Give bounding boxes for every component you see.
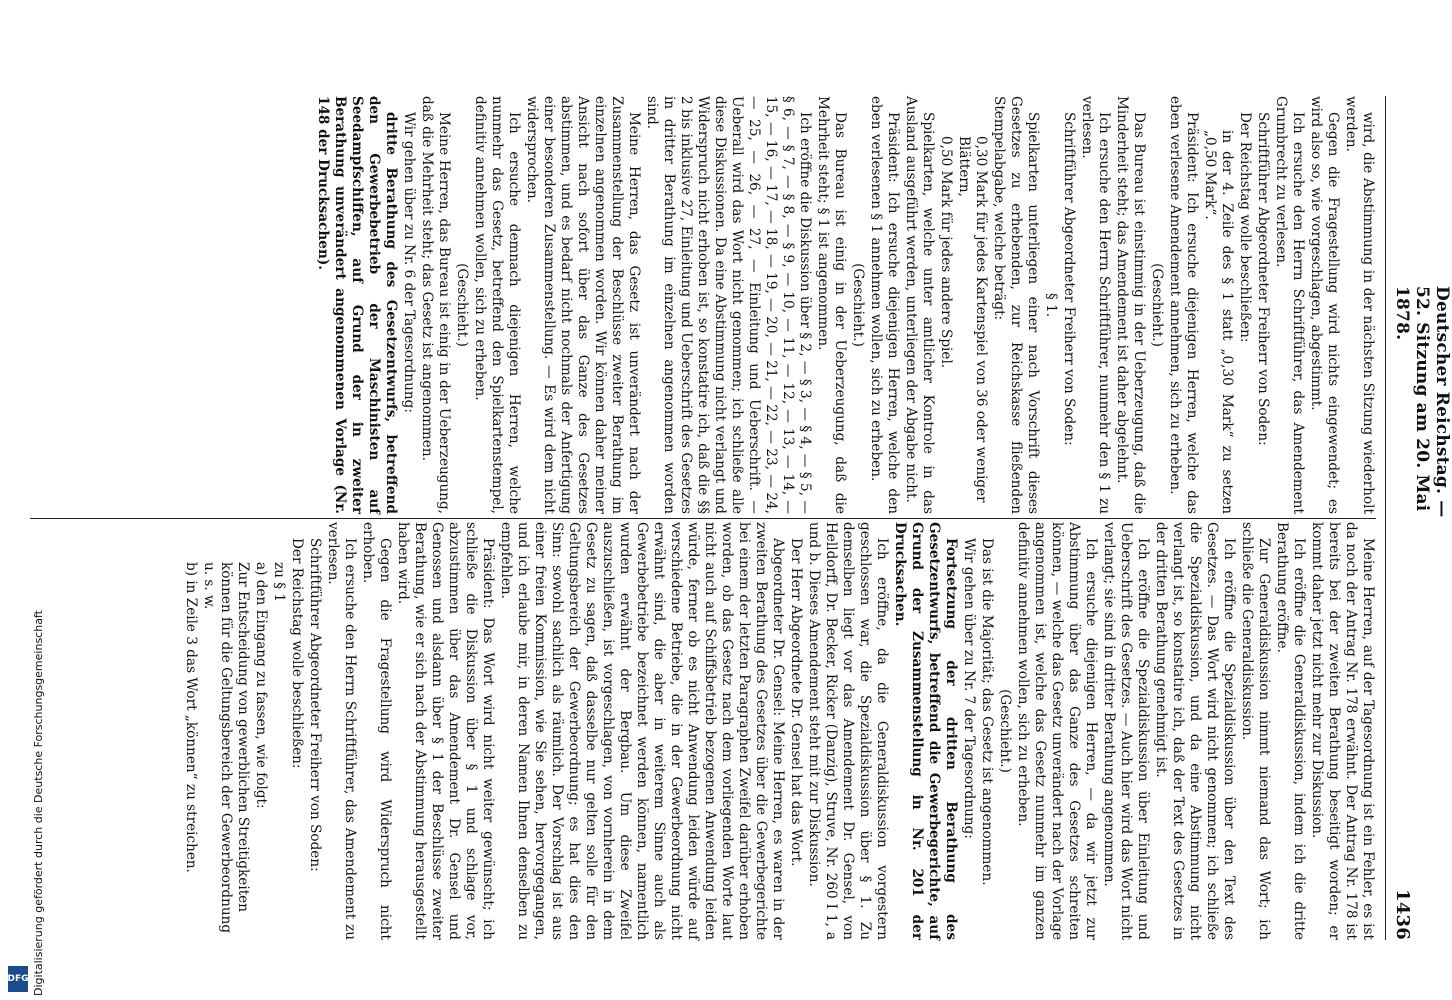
column-divider: [30, 518, 1376, 519]
paragraph: Wir gehen über zu Nr. 7 der Tagesordnung:: [961, 538, 977, 839]
paragraph: Gegen die Fragestellung wird Widerspruch nicht erhoben.: [360, 522, 393, 940]
paragraph: Meine Herren, das Bureau ist einig in der Ueberzeugung, daß die Mehrheit steht; das Gesetz ist angenommen.: [419, 96, 452, 514]
paragraph: Ich eröffne, da die Generaldiskussion vorgestern geschlossen war, die Spezialdiskussion über § 1. Zu demselben liegt vor das Amendement Dr. Gensel, von Helldorff, Dr. Becker, Ricker (Danzig), Struve, Nr. 260 I 1, a und b. Dieses Amendement steht mit zur Diskussion.: [806, 522, 890, 940]
paragraph: Der Reichstag wolle beschließen:: [1237, 112, 1253, 343]
paragraph: (Geschieht.): [1149, 263, 1165, 347]
paragraph: Das Bureau ist einstimmig in der Ueberzeugung, daß die Minderheit steht; das Amendement ist daher abgelehnt.: [1114, 96, 1147, 514]
paragraph: Ich eröffne die Diskussion über § 2, — § 3, — § 4, — § 5, — § 6, — § 7, — § 8, — § 9, — 10, — 11, — 12, — 13, — 14, — 15, — 16, — 17, — 18, — 19, — 20, — 21, — 22, — 23, — 24, — 25, — 26, — 27, — Einleitung und Ueberschrift. — Ueberall wird das Wort nicht genommen; ich schließe alle diese Diskussionen. Da eine Abstimmung nicht verlangt und Widerspruch nicht erhoben ist, so konstatire ich, daß die §§ 2 bis inklusive 27, Einleitung und Ueberschrift des Gesetzes in dritter Berathung im einzelnen angenommen worden sind.: [644, 96, 813, 514]
right-column: [30, 522, 1376, 940]
paragraph: Der Reichstag wolle beschließen:: [289, 538, 305, 769]
paragraph: a) den Eingang zu fassen, wie folgt:: [253, 562, 269, 809]
paragraph: Ich ersuche demnach diejenigen Herren, welche nunmehr das Gesetz, betreffend den Spielkartenstempel, definitiv annehmen wollen, sich zu erheben.: [472, 96, 522, 514]
paragraph: Schriftführer Abgeordneter Freiherr von Soden:: [1255, 112, 1271, 446]
paragraph: Ich eröffne die Generaldiskussion, indem ich die dritte Berathung eröffne.: [1274, 522, 1307, 940]
paragraph: zu § 1: [271, 562, 287, 603]
paragraph: Das ist die Majorität; das Gesetz ist angenommen.: [979, 538, 995, 886]
paragraph: Präsident: Das Wort wird nicht weiter gewünscht; ich schließe die Diskussion über § 1 und schlage vor, abzustimmen über das Amendement Dr. Gensel und Genossen und alsdann über § 1 der Beschlüsse zweiter Berathung, wie er sich nach der Abstimmung herausgestellt haben wird.: [395, 522, 496, 940]
paragraph: (Geschieht.): [454, 263, 470, 347]
paragraph: Ich eröffne die Spezialdiskussion über den Text des Gesetzes. — Das Wort wird nicht genommen; ich schließe die Spezialdiskussion, und da eine Abstimmung nicht verlangt ist, so konstatire ich, daß der Text des Gesetzes in der dritten Berathung genehmigt ist.: [1153, 522, 1237, 940]
paragraph: Spielkarten unterliegen einer nach Vorschrift dieses Gesetzes zu erhebenden, zur Reichskasse fließenden Stempelabgabe, welche beträgt:: [991, 96, 1041, 514]
left-column: [30, 96, 1376, 514]
running-title: Deutscher Reichstag. — 52. Sitzung am 20. Mai 1878.: [1392, 286, 1452, 518]
paragraph: Ich ersuche den Herrn Schriftführer, das Amendement zu verlesen.: [325, 522, 358, 940]
paragraph: dritte Berathung des Gesetzentwurfs, betreffend den Gewerbebetrieb der Maschinisten auf Seedampfschiffen, auf Grund der in zweiter Berathung unverändert angenommenen Vorlage (Nr. 148 der Drucksachen).: [315, 96, 399, 514]
paragraph: Wir gehen über zu Nr. 6 der Tagesordnung:: [401, 112, 417, 413]
paragraph: 0,50 Mark für jedes andere Spiel.: [938, 136, 954, 369]
page-number: 1436: [1392, 889, 1413, 940]
paragraph: in der 4. Zeile des § 1 statt „0,30 Mark“ zu setzen „0,50 Mark“.: [1202, 130, 1235, 514]
paragraph: § 1.: [1043, 292, 1059, 318]
paragraph: Zur Generaldiskussion nimmt niemand das Wort; ich schließe die Generaldiskussion.: [1239, 522, 1272, 940]
paragraph: wird, die Abstimmung in der nächsten Sitzung wiederholt werden.: [1343, 96, 1376, 514]
page-header: [1385, 96, 1452, 940]
paragraph: Meine Herren, das Gesetz ist unverändert nach der Zusammenstellung der Beschlüsse zweiter Berathung im einzelnen angenommen worden. Wir können daher meiner Ansicht nach sofort über das Ganze des Gesetzes abstimmen, und es bedarf nicht nochmals der Anfertigung einer besonderen Zusammenstellung. — Es wird dem nicht widersprochen.: [524, 96, 642, 514]
paragraph: Gegen die Fragestellung wird nichts eingewendet; es wird also so, wie vorgeschlagen, abgestimmt.: [1308, 96, 1341, 514]
paragraph: Schriftführer Abgeordneter Freiherr von Soden:: [1061, 112, 1077, 446]
paragraph: Ich ersuche diejenigen Herren, — da wir jetzt zur Abstimmung über das Ganze des Gesetzes schreiten können, — welche das Gesetz unverändert nach der Vorlage angenommen ist, welche das Gesetz nunmehr im ganzen definitiv annehmen wollen, sich zu erheben.: [1015, 522, 1099, 940]
paragraph: Meine Herren, auf der Tagesordnung ist ein Fehler, es ist da noch der Antrag Nr. 178 erwähnt. Der Antrag Nr. 178 ist bereits bei der zweiten Berathung beseitigt worden; er kommt daher jetzt nicht mehr zur Diskussion.: [1309, 522, 1376, 940]
paragraph: Der Herr Abgeordnete Dr. Gensel hat das Wort.: [788, 538, 804, 867]
digitization-note: [8, 610, 68, 996]
paragraph: Ich ersuche den Herrn Schriftführer, das Amendement Grumbrecht zu verlesen.: [1273, 96, 1306, 514]
paragraph: Ich eröffne die Spezialdiskussion über Einleitung und Ueberschrift des Gesetzes. — Auch hier wird das Wort nicht verlangt; sie sind in dritter Berathung angenommen.: [1101, 522, 1151, 940]
text-columns: [30, 96, 1376, 940]
dfg-logo-icon: DFG: [8, 966, 28, 992]
paragraph: Das Bureau ist einig in der Ueberzeugung, daß die Mehrheit steht; § 1 ist angenommen.: [815, 96, 848, 514]
paragraph: (Geschieht.): [997, 689, 1013, 773]
paragraph: Schriftführer Abgeordneter Freiherr von Soden:: [307, 538, 323, 872]
paragraph: (Geschieht.): [850, 263, 866, 347]
paragraph: 0,30 Mark für jedes Kartenspiel von 36 oder weniger Blättern,: [956, 136, 989, 503]
paragraph: Abgeordneter Dr. Gensel: Meine Herren, es waren in der zweiten Berathung des Gesetzes über die Gewerbegerichte bei einem der letzten Paragraphen Zweifel darüber erhoben worden, ob das Gesetz nach dem vorliegenden Worte laut nicht auch auf Schiffsbetrieb bezogenen Anwendung leiden würde, ferner ob es nicht Anwendung leiden würde auf verschiedene Betriebe, die in der Gewerbeordnung nicht erwähnt sind, die aber in weiterem Sinne auch als Gewerbebetriebe bezeichnet werden können, namentlich wurden erwähnt der Bergbau. Um diese Zweifel auszuschließen, ist vorgeschlagen, von vornherein in dem Gesetz zu sagen, daß dasselbe nur gelten solle für den Geltungsbereich der Gewerbeordnung; es hat dies den Sinn: sowohl sachlich als räumlich. Der Vorschlag ist aus einer freien Kommission, wie Sie sehen, hervorgegangen, und ich erlaube mir, in deren Namen Ihnen denselben zu empfehlen.: [498, 522, 786, 940]
paragraph: Präsident: Ich ersuche diejenigen Herren, welche den eben verlesenen § 1 annehmen wollen, sich zu erheben.: [868, 96, 901, 514]
paragraph: Präsident: Ich ersuche diejenigen Herren, welche das eben verlesene Amendement annehmen, sich zu erheben.: [1167, 96, 1200, 514]
paragraph: Zur Entscheidung von gewerblichen Streitigkeiten können für die Geltungsbereich der Gewerbeordnung u. s. w.: [201, 562, 251, 934]
paragraph: Fortsetzung der dritten Berathung des Gesetzentwurfs, betreffend die Gewerbegerichte, auf Grund der Zusammenstellung in Nr. 201 der Drucksachen.: [892, 522, 959, 940]
paragraph: b) in Zeile 3 das Wort „können“ zu streichen.: [183, 562, 199, 873]
digitization-note-text: Digitalisierung gefördert durch die Deutsche Forschungsgemeinschaft: [32, 610, 45, 996]
paragraph: Ich ersuche den Herrn Schriftführer, nunmehr den § 1 zu verlesen.: [1079, 96, 1112, 514]
paragraph: Spielkarten, welche unter amtlicher Kontrole in das Ausland ausgeführt werden, unterliegen der Abgabe nicht.: [903, 96, 936, 514]
